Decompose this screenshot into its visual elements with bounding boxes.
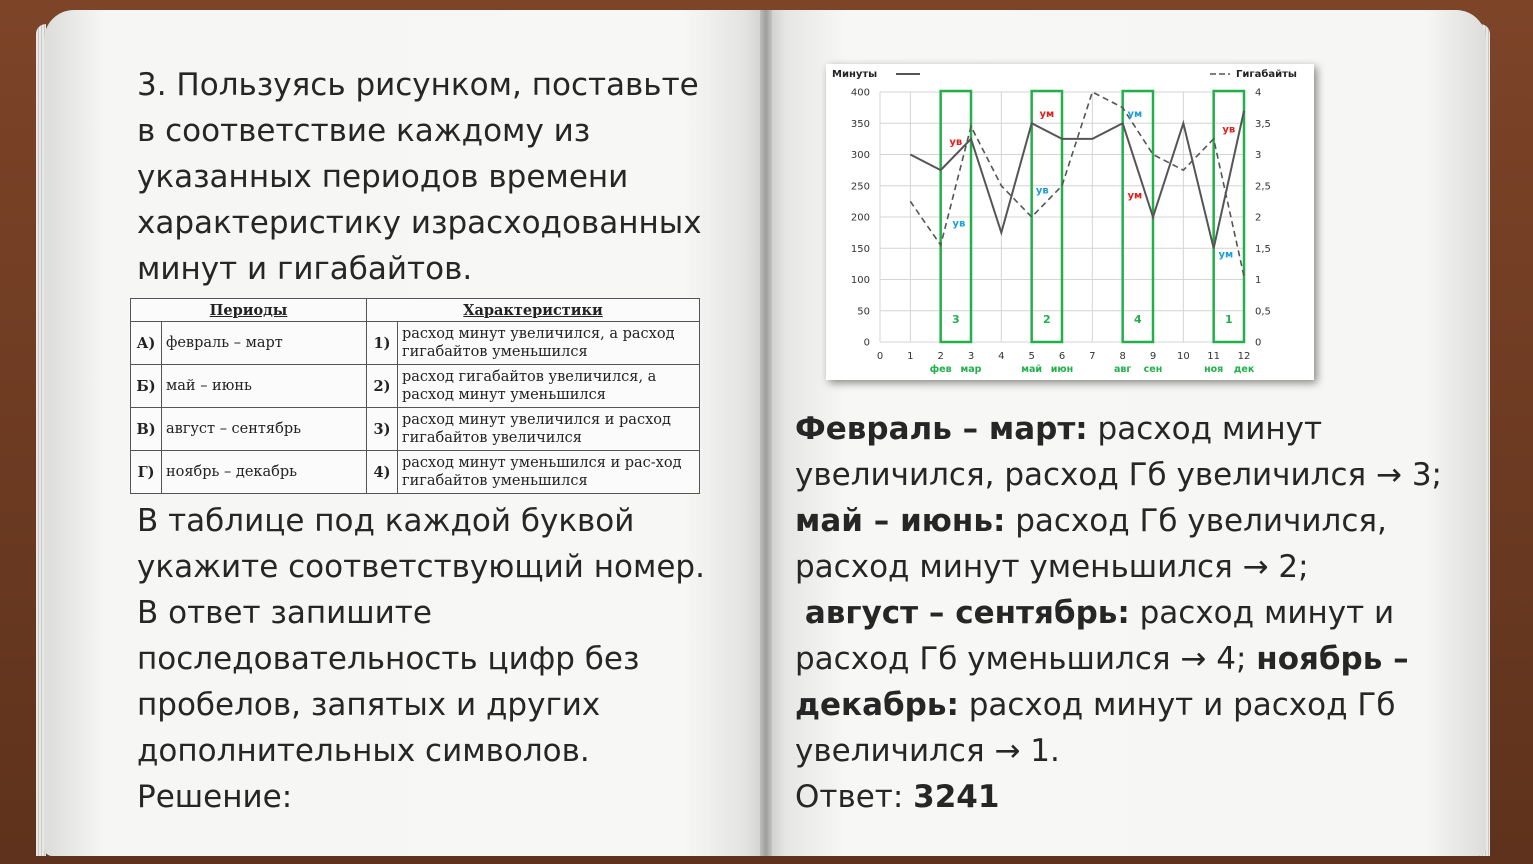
period-box-label: 2	[1043, 313, 1051, 326]
chart-panel	[826, 64, 1314, 380]
row-number: 1)	[367, 322, 398, 365]
y-right-tick-label: 0	[1255, 337, 1262, 349]
header-periods: Периоды	[131, 299, 367, 322]
y-left-tick-label: 350	[850, 118, 870, 130]
row-letter: А)	[131, 322, 162, 365]
table-row	[131, 365, 700, 408]
chart-annotation: ув	[952, 218, 966, 230]
y-right-tick-label: 2	[1255, 212, 1262, 224]
row-characteristic: расход минут увеличился, а расход гигабайтов уменьшился	[398, 322, 700, 365]
x-month-label: дек	[1233, 364, 1255, 375]
y-left-tick-label: 150	[850, 243, 870, 255]
solution-period-2: май – июнь:	[795, 503, 1006, 539]
y-right-tick-label: 1	[1255, 275, 1262, 286]
row-number: 2)	[367, 365, 398, 408]
y-right-tick-label: 4	[1255, 87, 1262, 99]
instruction-1: В таблице под каждой буквой укажите соответствующий номер.	[137, 503, 705, 585]
usage-chart	[826, 64, 1314, 380]
instructions	[137, 498, 717, 820]
solution-text-1: расход минут увеличился, расход Гб увеличился → 3;	[795, 411, 1442, 493]
y-right-tick-label: 0,5	[1255, 306, 1271, 318]
row-number: 4)	[367, 451, 398, 494]
matching-table	[130, 298, 700, 494]
solution-text-3: расход минут и расход Гб уменьшился → 4;	[795, 595, 1395, 677]
x-month-label: фев	[929, 364, 952, 375]
solution-text	[795, 406, 1450, 820]
x-month-label: июн	[1050, 364, 1074, 375]
book-spine	[760, 10, 772, 856]
y-left-tick-label: 0	[863, 337, 870, 349]
x-tick-label: 4	[998, 351, 1005, 362]
solution-text-2: расход Гб увеличился, расход минут уменьшился → 2;	[795, 503, 1387, 585]
instruction-2: В ответ запишите последовательность цифр без пробелов, запятых и других дополнительных символов.	[137, 595, 640, 769]
table-header-row	[131, 299, 700, 322]
row-period: август – сентябрь	[162, 408, 367, 451]
solution-period-3: август – сентябрь:	[804, 595, 1130, 631]
y-right-tick-label: 3	[1255, 150, 1262, 161]
header-characteristics: Характеристики	[367, 299, 700, 322]
solution-label: Решение:	[137, 779, 293, 815]
x-month-label: авг	[1113, 364, 1132, 375]
x-tick-label: 3	[967, 351, 975, 362]
chart-annotation: ув	[949, 137, 963, 149]
chart-annotation: ув	[1035, 185, 1049, 197]
y-left-tick-label: 50	[857, 306, 870, 318]
answer-label: Ответ:	[795, 779, 914, 815]
row-letter: Г)	[131, 451, 162, 494]
x-month-label: май	[1021, 364, 1043, 375]
row-period: ноябрь – декабрь	[162, 451, 367, 494]
x-tick-label: 9	[1149, 351, 1157, 362]
chart-annotation: ув	[1222, 124, 1236, 136]
row-letter: В)	[131, 408, 162, 451]
solution-period-1: Февраль – март:	[795, 411, 1088, 447]
chart-annotation: ум	[1218, 249, 1234, 261]
row-characteristic: расход минут уменьшился и рас-ход гигабайтов уменьшился	[398, 451, 700, 494]
x-tick-label: 0	[876, 351, 884, 362]
chart-annotation: ум	[1127, 190, 1143, 202]
x-tick-label: 1	[907, 351, 914, 362]
row-number: 3)	[367, 408, 398, 451]
legend-minutes-label: Минуты	[832, 69, 878, 80]
row-letter: Б)	[131, 365, 162, 408]
row-period: февраль – март	[162, 322, 367, 365]
x-tick-label: 5	[1028, 351, 1035, 362]
y-left-tick-label: 200	[850, 212, 870, 224]
y-left-tick-label: 400	[850, 87, 870, 99]
x-tick-label: 7	[1089, 351, 1096, 362]
chart-annotation: ум	[1039, 109, 1055, 120]
row-period: май – июнь	[162, 365, 367, 408]
answer-value: 3241	[913, 779, 1000, 815]
task-text: 3. Пользуясь рисунком, поставьте в соответствие каждому из указанных периодов времени характеристику израсходованных минут и гигабайтов.	[137, 67, 702, 287]
x-month-label: сен	[1143, 364, 1163, 375]
row-characteristic: расход гигабайтов увеличился, а расход минут уменьшился	[398, 365, 700, 408]
table-row	[131, 408, 700, 451]
x-month-label: мар	[960, 364, 982, 375]
period-box-label: 3	[952, 313, 960, 326]
legend-gb-label: Гигабайты	[1236, 69, 1297, 80]
chart-annotation: ум	[1127, 109, 1143, 120]
table-row	[131, 322, 700, 365]
solution-period-4: ноябрь – декабрь:	[795, 641, 1409, 723]
x-tick-label: 6	[1058, 351, 1066, 362]
period-box-label: 4	[1134, 313, 1142, 326]
x-tick-label: 11	[1207, 351, 1221, 362]
row-characteristic: расход минут увеличился и расход гигабайтов увеличился	[398, 408, 700, 451]
y-right-tick-label: 3,5	[1255, 118, 1271, 130]
y-right-tick-label: 2,5	[1255, 181, 1271, 193]
x-tick-label: 8	[1119, 351, 1126, 362]
y-left-tick-label: 250	[850, 181, 870, 193]
y-right-tick-label: 1,5	[1255, 243, 1271, 255]
period-box-label: 1	[1225, 313, 1233, 326]
table-row	[131, 451, 700, 494]
x-month-label: ноя	[1204, 364, 1224, 375]
x-tick-label: 2	[937, 351, 944, 362]
x-tick-label: 10	[1176, 351, 1190, 362]
y-left-tick-label: 300	[850, 150, 870, 161]
solution-text-4: расход минут и расход Гб увеличился → 1.	[795, 687, 1396, 769]
x-tick-label: 12	[1237, 351, 1251, 362]
y-left-tick-label: 100	[850, 275, 870, 286]
